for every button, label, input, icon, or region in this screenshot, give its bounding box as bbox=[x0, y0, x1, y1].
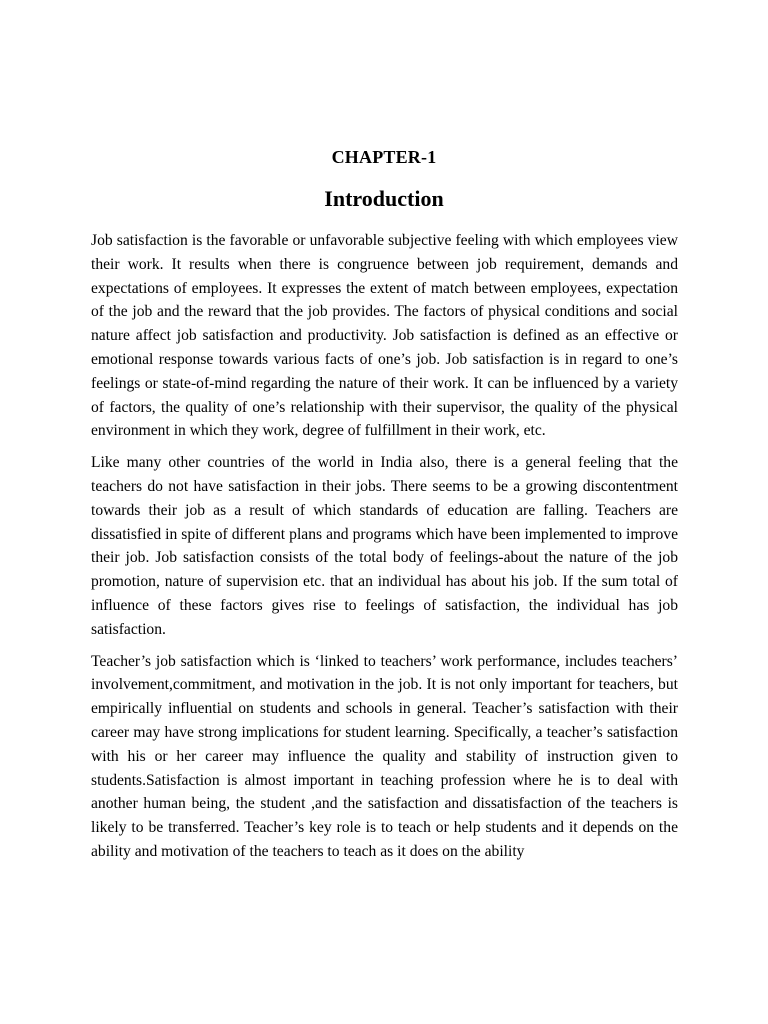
paragraph-1: Job satisfaction is the favorable or unfavorable subjective feeling with which employees view their work. It results when there is congruence between job requirement, demands and expectations of employees. It expresses the extent of match between employees, expectation of the job and the reward that the job provides. The factors of physical conditions and social nature affect job satisfaction and productivity. Job satisfaction is defined as an effective or emotional response towards various facts of one’s job. Job satisfaction is in regard to one’s feelings or state-of-mind regarding the nature of their work. It can be influenced by a variety of factors, the quality of one’s relationship with their supervisor, the quality of the physical environment in which they work, degree of fulfillment in their work, etc. bbox=[91, 232, 678, 440]
body-text bbox=[91, 229, 678, 872]
paragraph-2: Like many other countries of the world in India also, there is a general feeling that the teachers do not have satisfaction in their jobs. There seems to be a growing discontentment towards their job as a result of which standards of education are falling. Teachers are dissatisfied in spite of different plans and programs which have been implemented to improve their job. Job satisfaction consists of the total body of feelings-about the nature of the job promotion, nature of supervision etc. that an individual has about his job. If the sum total of influence of these factors gives rise to feelings of satisfaction, the individual has job satisfaction. bbox=[91, 454, 678, 638]
section-title: Introduction bbox=[324, 186, 444, 211]
chapter-label: CHAPTER-1 bbox=[331, 147, 437, 167]
paragraph-3: Teacher’s job satisfaction which is ‘linked to teachers’ work performance, includes teachers’ involvement,commitment, and motivation in the job. It is not only important for teachers, but empirically influential on students and schools in general. Teacher’s satisfaction with their career may have strong implications for student learning. Specifically, a teacher’s satisfaction with his or her career may influence the quality and stability of instruction given to students.Satisfaction is almost important in teaching profession where he is to deal with another human being, the student ,and the satisfaction and dissatisfaction of the teachers is likely to be transferred. Teacher’s key role is to teach or help students and it depends on the ability and motivation of the teachers to teach as it does on the ability bbox=[91, 652, 678, 860]
